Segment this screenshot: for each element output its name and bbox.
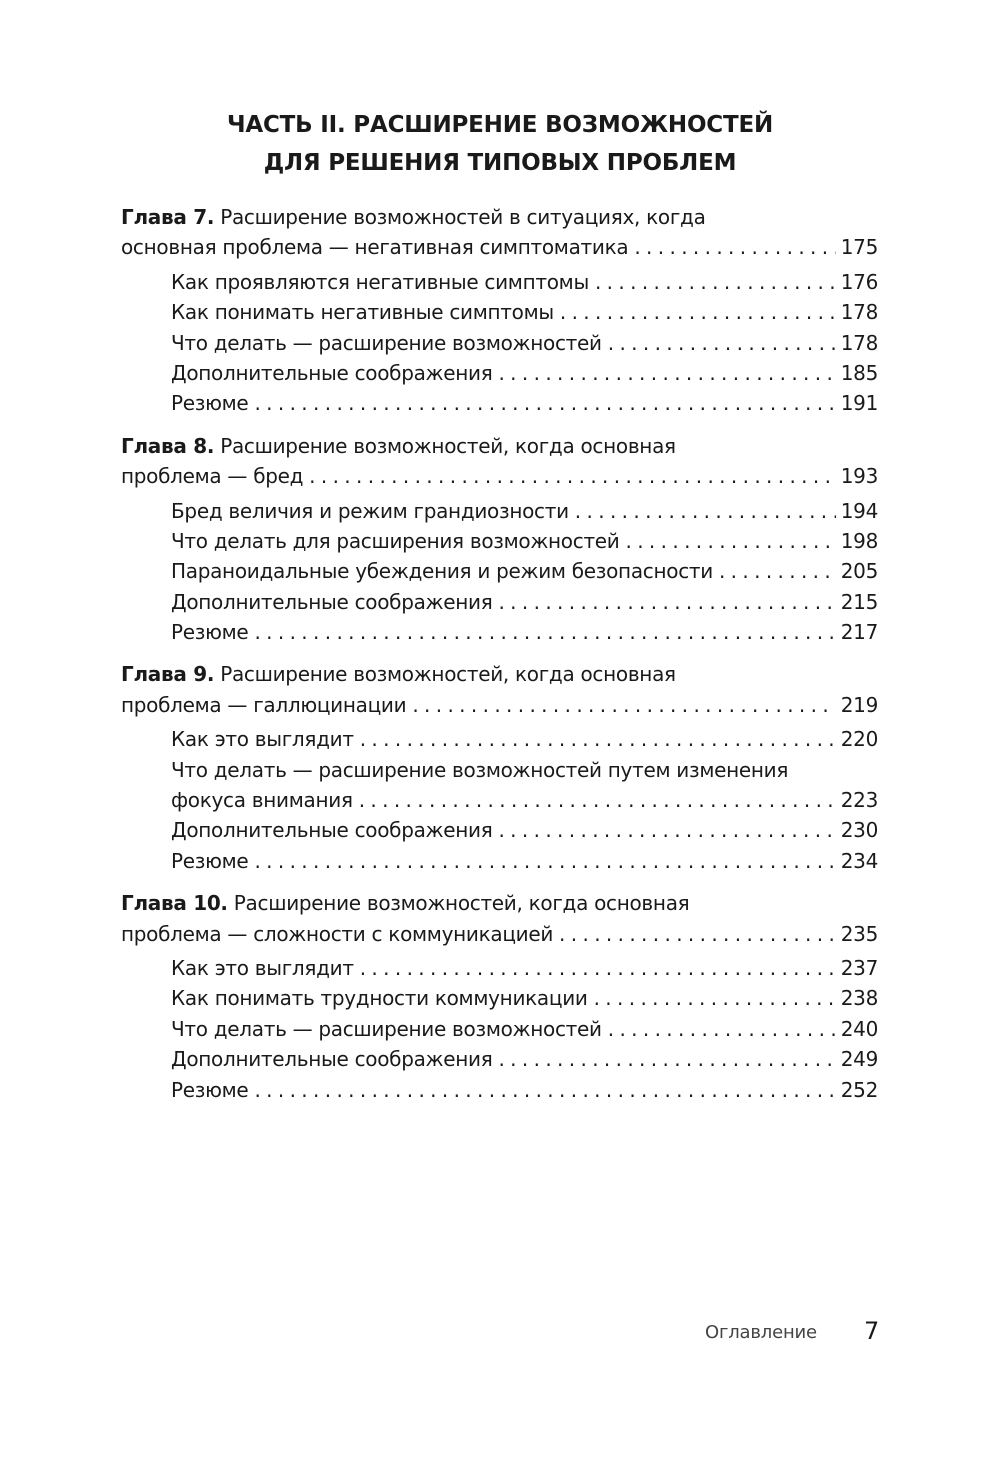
chapter-title-entry[interactable] <box>121 232 878 262</box>
chapter-title-entry[interactable] <box>121 919 878 949</box>
section-title: Что делать для расширения возможностей <box>171 528 620 553</box>
chapter-heading-line[interactable] <box>121 659 878 689</box>
running-footer-label: Оглавление <box>705 1322 817 1343</box>
section-page: 230 <box>840 818 878 843</box>
section-title: Дополнительные соображения <box>171 1047 493 1072</box>
section-page: 191 <box>840 391 878 416</box>
section-entry[interactable] <box>171 587 878 617</box>
chapter-page: 175 <box>840 235 878 260</box>
section-title: Как это выглядит <box>171 955 354 980</box>
section-title: Как понимать негативные симптомы <box>171 300 554 325</box>
chapter-heading-line[interactable] <box>121 888 878 918</box>
chapter-title-line-1: Расширение возможностей, когда основная <box>233 891 690 916</box>
section-entry[interactable] <box>171 328 878 358</box>
section-entry[interactable] <box>171 526 878 556</box>
section-page: 223 <box>840 788 878 813</box>
section-page: 249 <box>840 1047 878 1072</box>
leader-dots <box>594 983 836 1013</box>
leader-dots <box>309 461 836 491</box>
section-title: Дополнительные соображения <box>171 818 493 843</box>
section-title: Резюме <box>171 1077 249 1102</box>
chapter-page: 193 <box>840 464 878 489</box>
part-title <box>0 106 1000 182</box>
section-page: 237 <box>840 955 878 980</box>
leader-dots <box>575 496 836 526</box>
section-entry[interactable] <box>171 724 878 754</box>
leader-dots <box>559 919 836 949</box>
section-title: Что делать — расширение возможностей <box>171 1016 602 1041</box>
section-entry[interactable] <box>171 953 878 983</box>
section-entry[interactable] <box>171 388 878 418</box>
leader-dots <box>498 815 836 845</box>
section-title: Что делать — расширение возможностей <box>171 330 602 355</box>
leader-dots <box>412 690 836 720</box>
leader-dots <box>595 267 836 297</box>
chapter-7 <box>121 202 878 419</box>
leader-dots <box>360 724 836 754</box>
section-entry[interactable] <box>171 846 878 876</box>
section-page: 215 <box>840 589 878 614</box>
chapter-heading-line[interactable] <box>121 202 878 232</box>
section-page: 176 <box>840 269 878 294</box>
page-number: 7 <box>864 1317 880 1345</box>
chapter-title-line-1: Расширение возможностей, когда основная <box>220 662 676 687</box>
leader-dots <box>608 1014 836 1044</box>
section-entry[interactable] <box>171 297 878 327</box>
section-page: 198 <box>840 528 878 553</box>
section-entry[interactable] <box>171 496 878 526</box>
chapter-title-entry[interactable] <box>121 461 878 491</box>
table-of-contents <box>121 202 878 1105</box>
leader-dots <box>498 1044 836 1074</box>
leader-dots <box>254 1075 836 1105</box>
section-title: Дополнительные соображения <box>171 360 493 385</box>
leader-dots <box>360 953 836 983</box>
leader-dots <box>498 587 836 617</box>
section-entry[interactable] <box>171 1014 878 1044</box>
leader-dots <box>634 232 836 262</box>
section-page: 252 <box>840 1077 878 1102</box>
chapter-heading-line[interactable] <box>121 431 878 461</box>
chapter-label: Глава 9. <box>121 662 215 687</box>
chapter-label: Глава 7. <box>121 205 215 229</box>
section-entry[interactable] <box>171 815 878 845</box>
chapter-title-entry[interactable] <box>121 690 878 720</box>
section-page: 234 <box>840 848 878 873</box>
section-page: 178 <box>840 330 878 355</box>
section-entry[interactable] <box>171 556 878 586</box>
section-title: Как это выглядит <box>171 727 354 752</box>
chapter-8 <box>121 431 878 648</box>
section-title: Дополнительные соображения <box>171 589 493 614</box>
section-page: 217 <box>840 620 878 645</box>
section-title: Как проявляются негативные симптомы <box>171 269 589 294</box>
section-title-line-1[interactable]: Что делать — расширение возможностей путем изменения <box>171 757 789 782</box>
chapter-10 <box>121 888 878 1105</box>
part-title-line-2: ДЛЯ РЕШЕНИЯ ТИПОВЫХ ПРОБЛЕМ <box>263 150 737 176</box>
section-page: 205 <box>840 559 878 584</box>
chapter-page: 219 <box>840 692 878 717</box>
chapter-label: Глава 10. <box>121 891 228 916</box>
leader-dots <box>498 358 836 388</box>
chapter-label: Глава 8. <box>121 433 215 458</box>
chapter-title-line-2: проблема — галлюцинации <box>121 692 407 717</box>
section-page: 220 <box>840 727 878 752</box>
section-page: 178 <box>840 300 878 325</box>
section-page: 185 <box>840 360 878 385</box>
section-list <box>121 953 878 1105</box>
leader-dots <box>626 526 837 556</box>
section-page: 240 <box>840 1016 878 1041</box>
section-list <box>121 267 878 419</box>
leader-dots <box>560 297 836 327</box>
section-title: Как понимать трудности коммуникации <box>171 986 588 1011</box>
chapter-page: 235 <box>840 921 878 946</box>
section-entry[interactable] <box>171 1044 878 1074</box>
section-page: 194 <box>840 498 878 523</box>
section-title: фокуса внимания <box>171 788 353 813</box>
leader-dots <box>254 617 836 647</box>
section-entry[interactable] <box>171 267 878 297</box>
section-page: 238 <box>840 986 878 1011</box>
section-title: Резюме <box>171 391 249 416</box>
section-list <box>121 496 878 648</box>
leader-dots <box>254 846 836 876</box>
leader-dots <box>359 785 836 815</box>
chapter-title-line-2: проблема — бред <box>121 464 304 489</box>
section-list <box>121 724 878 876</box>
part-title-line-1: ЧАСТЬ II. РАСШИРЕНИЕ ВОЗМОЖНОСТЕЙ <box>226 112 774 138</box>
section-title: Бред величия и режим грандиозности <box>171 498 569 523</box>
section-entry[interactable] <box>171 1075 878 1105</box>
section-entry[interactable] <box>171 617 878 647</box>
section-entry[interactable] <box>171 358 878 388</box>
leader-dots <box>719 556 836 586</box>
section-title: Резюме <box>171 620 249 645</box>
section-title: Параноидальные убеждения и режим безопасности <box>171 559 713 584</box>
chapter-title-line-2: основная проблема — негативная симптоматика <box>121 235 629 260</box>
section-title: Резюме <box>171 848 249 873</box>
chapter-title-line-1: Расширение возможностей в ситуациях, когда <box>220 205 706 229</box>
leader-dots <box>254 388 836 418</box>
leader-dots <box>608 328 836 358</box>
chapter-title-line-1: Расширение возможностей, когда основная <box>220 433 676 458</box>
section-entry[interactable] <box>171 785 878 815</box>
chapter-9 <box>121 659 878 876</box>
section-entry[interactable] <box>171 983 878 1013</box>
chapter-title-line-2: проблема — сложности с коммуникацией <box>121 921 554 946</box>
